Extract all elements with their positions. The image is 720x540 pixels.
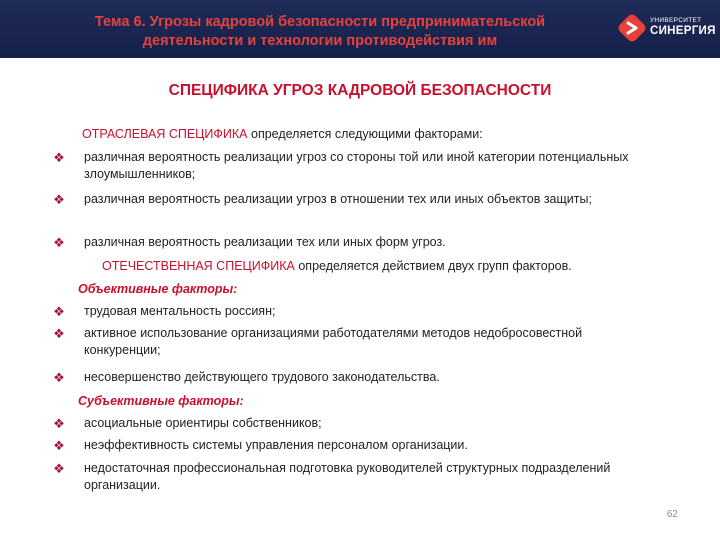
diamond-bullet-icon: ❖ <box>53 416 65 431</box>
industry-intro-rest: определяется следующими факторами: <box>247 127 483 141</box>
diamond-bullet-icon: ❖ <box>53 150 65 165</box>
diamond-bullet-icon: ❖ <box>53 370 65 385</box>
objective-item-2: активное использование организациями работодателями методов недобросовестной конкуренции; <box>84 326 583 357</box>
industry-item-1: различная вероятность реализации угроз со стороны той или иной категории потенциальных злоумышленников; <box>84 150 629 181</box>
subjective-item-2: неэффективность системы управления персоналом организации. <box>84 438 468 452</box>
industry-item-2: различная вероятность реализации угроз в отношении тех или иных объектов защиты; <box>84 192 592 206</box>
subjective-item-3: недостаточная профессиональная подготовка руководителей структурных подразделений организации. <box>84 461 611 492</box>
diamond-bullet-icon: ❖ <box>53 461 65 476</box>
industry-item-3: различная вероятность реализации тех или иных форм угроз. <box>84 235 446 249</box>
objective-item-3: несовершенство действующего трудового законодательства. <box>84 370 440 384</box>
slide-subtitle: СПЕЦИФИКА УГРОЗ КАДРОВОЙ БЕЗОПАСНОСТИ <box>168 82 552 99</box>
objective-item-1: трудовая ментальность россиян; <box>84 304 276 318</box>
synergy-logo <box>618 14 718 44</box>
diamond-bullet-icon: ❖ <box>53 438 65 453</box>
header-title: Тема 6. Угрозы кадровой безопасности предпринимательской деятельности и технологии противодействия им <box>94 14 546 49</box>
diamond-bullet-icon: ❖ <box>53 326 65 341</box>
logo-caption: УНИВЕРСИТЕТ <box>650 17 702 24</box>
domestic-intro <box>102 258 572 274</box>
subjective-factors-label: Субъективные факторы: <box>78 394 244 408</box>
industry-intro <box>82 126 483 142</box>
logo-wordmark: СИНЕРГИЯ <box>650 25 716 37</box>
diamond-bullet-icon: ❖ <box>53 304 65 319</box>
domestic-label: ОТЕЧЕСТВЕННАЯ СПЕЦИФИКА <box>102 259 295 273</box>
domestic-intro-rest: определяется действием двух групп факторов. <box>294 259 572 273</box>
objective-factors-label: Объективные факторы: <box>78 282 238 296</box>
diamond-bullet-icon: ❖ <box>53 235 65 250</box>
header-bar <box>0 0 720 58</box>
synergy-logo-icon <box>618 14 646 42</box>
subjective-item-1: асоциальные ориентиры собственников; <box>84 416 322 430</box>
diamond-bullet-icon: ❖ <box>53 192 65 207</box>
page-number: 62 <box>666 509 678 520</box>
industry-label: ОТРАСЛЕВАЯ СПЕЦИФИКА <box>82 127 248 141</box>
